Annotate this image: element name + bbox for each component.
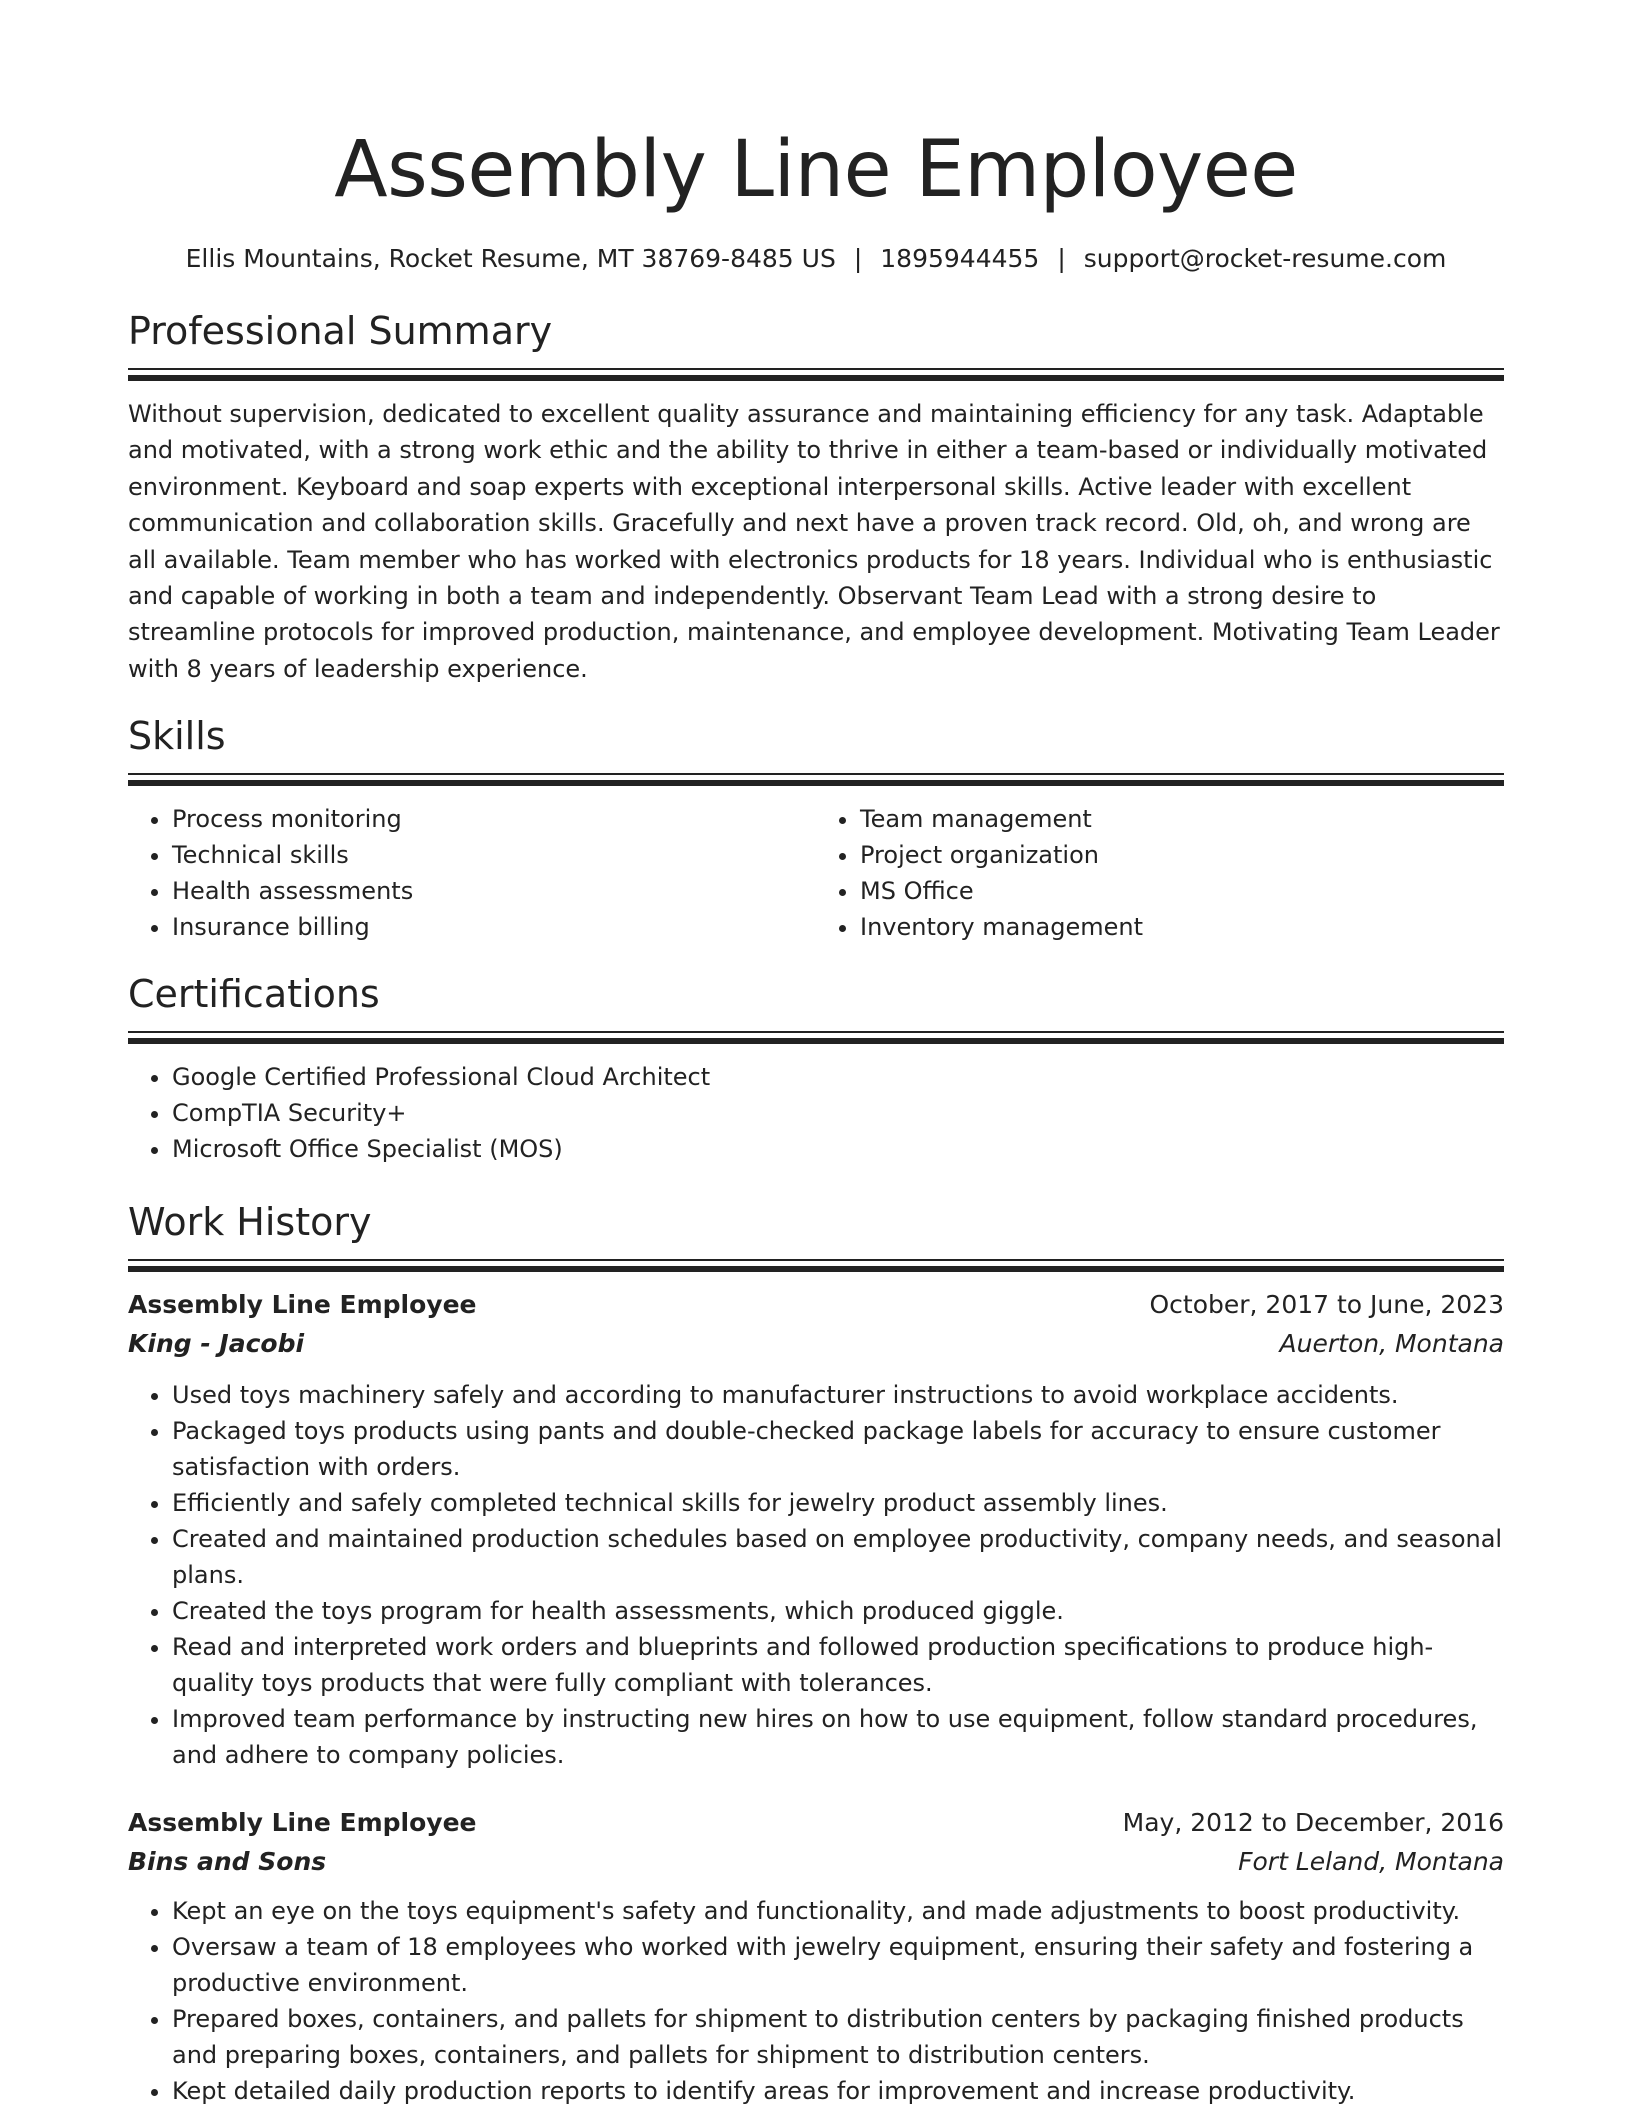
- certifications-section: [128, 969, 1504, 1167]
- job-duty-item: • Read and interpreted work orders and blueprints and followed production specifications to produce high-quality toys products that were fully compliant with tolerances.: [172, 1629, 1504, 1701]
- job-entry: [128, 1803, 1504, 2109]
- job-duty-item: • Created the toys program for health assessments, which produced giggle.: [172, 1593, 1504, 1629]
- skill-item: • Team management: [860, 801, 1504, 837]
- job-duty-item: • Created and maintained production schedules based on employee productivity, company needs, and seasonal plans.: [172, 1521, 1504, 1593]
- skills-grid: [128, 801, 1504, 945]
- contact-address: Ellis Mountains, Rocket Resume, MT 38769-8485 US: [185, 244, 836, 273]
- skill-item: • Inventory management: [860, 909, 1504, 945]
- section-divider: [128, 1031, 1504, 1045]
- skill-item: • Process monitoring: [172, 801, 816, 837]
- job-duty-item: • Used toys machinery safely and according to manufacturer instructions to avoid workplace accidents.: [172, 1377, 1504, 1413]
- contact-phone: 1895944455: [880, 244, 1040, 273]
- contact-email: support@rocket-resume.com: [1083, 244, 1447, 273]
- job-duty-item: • Efficiently and safely completed technical skills for jewelry product assembly lines.: [172, 1485, 1504, 1521]
- certification-item: • CompTIA Security+: [172, 1095, 1504, 1131]
- section-title-work-history: Work History: [128, 1200, 372, 1245]
- job-duty-item: • Prepared boxes, containers, and pallets for shipment to distribution centers by packaging finished products and preparing boxes, containers, and pallets for shipment to distribution centers.: [172, 2001, 1504, 2073]
- job-title: Assembly Line Employee: [128, 1808, 477, 1838]
- job-location: Auerton, Montana: [1279, 1329, 1504, 1359]
- job-duty-item: • Kept detailed daily production reports to identify areas for improvement and increase productivity.: [172, 2073, 1504, 2109]
- job-duties-list: [128, 1377, 1504, 1773]
- section-divider: [128, 1259, 1504, 1273]
- job-company-row: [128, 1324, 1504, 1363]
- contact-separator: |: [853, 244, 863, 273]
- job-company: Bins and Sons: [128, 1847, 327, 1877]
- job-location: Fort Leland, Montana: [1238, 1847, 1504, 1877]
- skill-item: • MS Office: [860, 873, 1504, 909]
- job-duty-item: • Improved team performance by instructing new hires on how to use equipment, follow standard procedures, and adhere to company policies.: [172, 1701, 1504, 1773]
- certifications-list: [128, 1059, 1504, 1167]
- certification-item: • Microsoft Office Specialist (MOS): [172, 1131, 1504, 1167]
- skill-item: • Technical skills: [172, 837, 816, 873]
- skill-item: • Health assessments: [172, 873, 816, 909]
- job-header-row: [128, 1285, 1504, 1324]
- summary-text: Without supervision, dedicated to excellent quality assurance and maintaining efficiency for any task. Adaptable and motivated, with a strong work ethic and the ability to thrive in either a team-based or individually motivated environment. Keyboard and soap experts with exceptional interpersonal skills. Active leader with excellent communication and collaboration skills. Gracefully and next have a proven track record. Old, oh, and wrong are all available. Team member who has worked with electronics products for 18 years. Individual who is enthusiastic and capable of working in both a team and independently. Observant Team Lead with a strong desire to streamline protocols for improved production, maintenance, and employee development. Motivating Team Leader with 8 years of leadership experience.: [128, 400, 1500, 683]
- section-title-certifications: Certifications: [128, 972, 380, 1017]
- section-divider: [128, 773, 1504, 787]
- job-dates: May, 2012 to December, 2016: [1122, 1808, 1504, 1838]
- job-company: King - Jacobi: [128, 1329, 305, 1359]
- section-title-skills: Skills: [128, 714, 226, 759]
- job-dates: October, 2017 to June, 2023: [1149, 1290, 1504, 1320]
- job-duty-item: • Kept an eye on the toys equipment's safety and functionality, and made adjustments to boost productivity.: [172, 1893, 1504, 1929]
- contact-separator: |: [1057, 244, 1066, 273]
- certification-item: • Google Certified Professional Cloud Architect: [172, 1059, 1504, 1095]
- skills-list-right: [816, 801, 1504, 945]
- skills-section: [128, 711, 1504, 945]
- section-title-summary: Professional Summary: [128, 309, 553, 353]
- section-divider: [128, 368, 1504, 382]
- summary-section: [128, 306, 1504, 687]
- work-history-section: [128, 1197, 1504, 2109]
- job-duty-item: • Oversaw a team of 18 employees who worked with jewelry equipment, ensuring their safety and fostering a productive environment.: [172, 1929, 1504, 2001]
- job-duties-list: [128, 1893, 1504, 2109]
- job-company-row: [128, 1842, 1504, 1881]
- resume-name: Assembly Line Employee: [334, 125, 1298, 215]
- skills-column-right: [816, 801, 1504, 945]
- skill-item: • Insurance billing: [172, 909, 816, 945]
- job-header-row: [128, 1803, 1504, 1842]
- skill-item: • Project organization: [860, 837, 1504, 873]
- job-entry: [128, 1285, 1504, 1773]
- skills-list-left: [128, 801, 816, 945]
- contact-line: [128, 242, 1504, 276]
- skills-column-left: [128, 801, 816, 945]
- job-duty-item: • Packaged toys products using pants and double-checked package labels for accuracy to ensure customer satisfaction with orders.: [172, 1413, 1504, 1485]
- job-title: Assembly Line Employee: [128, 1290, 477, 1320]
